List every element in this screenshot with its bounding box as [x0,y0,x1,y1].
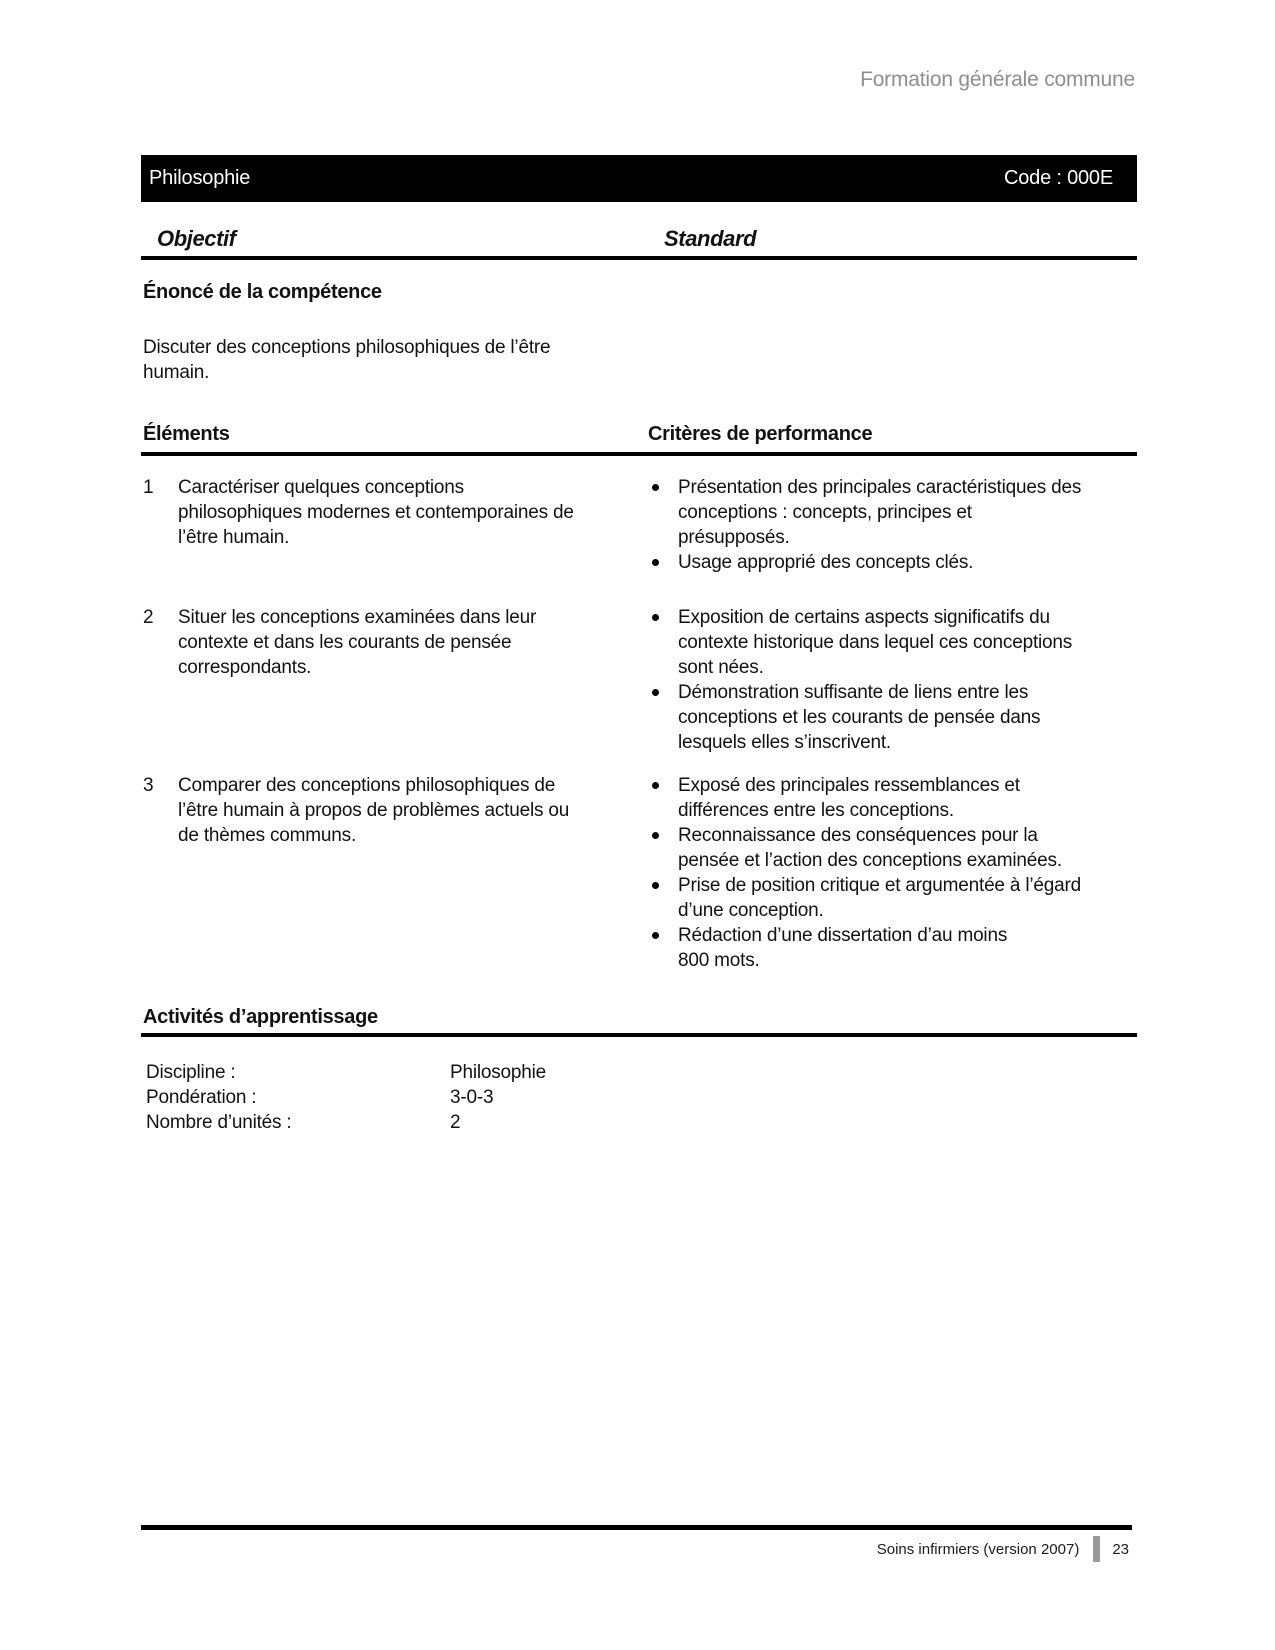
standard-column-label: Standard [664,226,757,251]
criterion-text [678,680,1137,755]
criterion-item [648,923,1137,973]
criterion-line: Prise de position critique et argumentée à l’égard [678,875,1081,896]
detail-row [146,1060,546,1085]
detail-label: Nombre d’unités : [146,1112,292,1133]
bullet-icon [652,689,659,696]
detail-row [146,1085,546,1110]
criterion-item [648,550,1137,575]
criterion-line: Démonstration suffisante de liens entre les [678,682,1029,703]
bullet-icon [652,882,659,889]
element-line: Comparer des conceptions philosophiques de [178,775,556,796]
divider-rule [141,452,1137,456]
criteria-cell [648,773,1137,973]
criterion-line: conceptions : concepts, principes et [678,502,972,523]
element-text [178,773,610,848]
element-number: 3 [143,775,154,796]
footer-divider-bar [1093,1536,1100,1562]
detail-label: Pondération : [146,1087,257,1108]
element-line: de thèmes communs. [178,825,357,846]
learning-activities-details [146,1060,546,1135]
criterion-line: lesquels elles s’inscrivent. [678,732,891,753]
footer-document-title: Soins infirmiers (version 2007) [876,1540,1080,1558]
criteria-cell [648,605,1137,755]
criterion-text [678,823,1137,873]
criterion-line: Usage approprié des concepts clés. [678,552,974,573]
element-cell [140,773,610,848]
course-subject: Philosophie [149,167,251,189]
footer-rule [141,1525,1132,1530]
element-line: l’être humain à propos de problèmes actuels ou [178,800,570,821]
statement-line: Discuter des conceptions philosophiques de l’être [143,337,551,358]
element-number: 1 [143,477,154,498]
criterion-line: présupposés. [678,527,790,548]
criterion-item [648,823,1137,873]
bullet-icon [652,484,659,491]
divider-rule [141,256,1137,260]
criterion-line: sont nées. [678,657,764,678]
element-cell [140,605,610,680]
elements-heading: Éléments [143,423,230,445]
objective-column-label: Objectif [157,226,236,251]
element-line: Caractériser quelques conceptions [178,477,464,498]
element-cell [140,475,610,550]
statement-line: humain. [143,362,210,383]
criterion-text [678,605,1137,680]
criterion-text [678,550,1137,575]
learning-activities-heading: Activités d’apprentissage [143,1006,378,1028]
criterion-item [648,605,1137,680]
criterion-item [648,773,1137,823]
competency-heading: Énoncé de la compétence [143,281,382,303]
element-line: philosophiques modernes et contemporaines de [178,502,574,523]
criterion-line: Exposé des principales ressemblances et [678,775,1020,796]
course-title-bar [141,155,1137,202]
element-number: 2 [143,607,154,628]
criterion-line: Reconnaissance des conséquences pour la [678,825,1038,846]
criterion-text [678,475,1137,550]
element-text [178,475,610,550]
element-text [178,605,610,680]
detail-value: 2 [450,1112,461,1133]
criterion-line: 800 mots. [678,950,760,971]
criterion-line: Rédaction d’une dissertation d’au moins [678,925,1008,946]
element-line: Situer les conceptions examinées dans leur [178,607,537,628]
footer-page-number: 23 [1112,1540,1129,1558]
criterion-text [678,873,1137,923]
objective-standard-header [0,226,1275,256]
bullet-icon [652,932,659,939]
element-line: l’être humain. [178,527,290,548]
bullet-icon [652,832,659,839]
criteria-cell [648,475,1137,575]
performance-criteria-heading: Critères de performance [648,423,873,445]
criterion-line: différences entre les conceptions. [678,800,954,821]
criterion-line: Présentation des principales caractéristiques des [678,477,1082,498]
criterion-line: d’une conception. [678,900,824,921]
divider-rule [141,1033,1137,1037]
element-line: correspondants. [178,657,312,678]
detail-label: Discipline : [146,1062,236,1083]
competency-statement [143,335,550,385]
course-code: Code : 000E [1004,167,1113,189]
bullet-icon [652,782,659,789]
bullet-icon [652,559,659,566]
bullet-icon [652,614,659,621]
page-footer [877,1536,1129,1562]
page-header-section-label: Formation générale commune [860,68,1135,91]
criterion-line: contexte historique dans lequel ces conceptions [678,632,1073,653]
criterion-item [648,873,1137,923]
criterion-line: conceptions et les courants de pensée dans [678,707,1041,728]
criterion-text [678,773,1137,823]
element-line: contexte et dans les courants de pensée [178,632,512,653]
detail-value: 3-0-3 [450,1087,494,1108]
criterion-item [648,680,1137,755]
criterion-item [648,475,1137,550]
detail-value: Philosophie [450,1062,547,1083]
criterion-line: pensée et l’action des conceptions examinées. [678,850,1062,871]
criterion-text [678,923,1137,973]
criterion-line: Exposition de certains aspects significatifs du [678,607,1050,628]
detail-row [146,1110,546,1135]
